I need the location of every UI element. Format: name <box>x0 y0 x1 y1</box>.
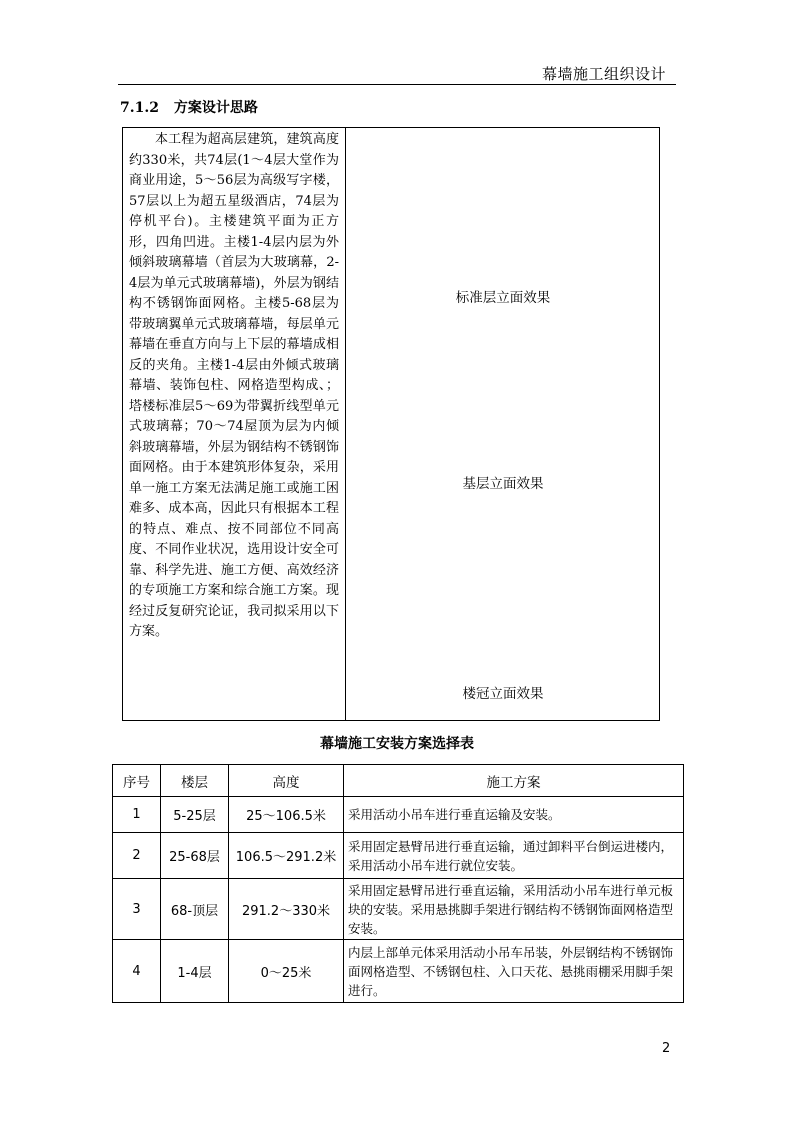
design-box <box>122 127 660 721</box>
header-height: 高度 <box>229 765 344 797</box>
table-row <box>113 879 684 940</box>
effect-label-base: 基层立面效果 <box>462 476 544 492</box>
section-title: 方案设计思路 <box>173 100 258 116</box>
table-row <box>113 940 684 1003</box>
section-heading <box>120 97 258 117</box>
table-caption: 幕墙施工安装方案选择表 <box>320 736 474 752</box>
header-floor: 楼层 <box>161 765 229 797</box>
cell-plan: 采用固定悬臂吊进行垂直运输，采用活动小吊车进行单元板块的安装。采用悬挑脚手架进行钢结构不锈钢饰面网格造型安装。 <box>344 879 684 940</box>
plan-table <box>112 764 684 1003</box>
table-header-row <box>113 765 684 797</box>
cell-no: 3 <box>113 879 161 940</box>
cell-no: 4 <box>113 940 161 1003</box>
cell-plan: 内层上部单元体采用活动小吊车吊装，外层钢结构不锈钢饰面网格造型、不锈钢包柱、入口天花、悬挑雨棚采用脚手架进行。 <box>344 940 684 1003</box>
cell-floor: 5-25层 <box>161 797 229 833</box>
cell-height: 25～106.5米 <box>229 797 344 833</box>
cell-floor: 68-顶层 <box>161 879 229 940</box>
cell-plan: 采用活动小吊车进行垂直运输及安装。 <box>344 797 684 833</box>
header-no: 序号 <box>113 765 161 797</box>
table-row <box>113 833 684 879</box>
header-plan: 施工方案 <box>344 765 684 797</box>
cell-height: 106.5～291.2米 <box>229 833 344 879</box>
cell-floor: 25-68层 <box>161 833 229 879</box>
design-paragraph: 本工程为超高层建筑，建筑高度约330米，共74层(1～4层大堂作为商业用途，5～56层为高级写字楼，57层以上为超五星级酒店，74层为停机平台)。主楼建筑平面为正方形，四角凹进。主楼1-4层内层为外倾斜玻璃幕墙（首层为大玻璃幕，2-4层为单元式玻璃幕墙)，外层为钢结构不锈钢饰面网格。主楼5-68层为带玻璃翼单元式玻璃幕墙，每层单元幕墙在垂直方向与上下层的幕墙成相反的夹角。主楼1-4层由外倾式玻璃幕墙、装饰包柱、网格造型构成、；塔楼标准层5～69为带翼折线型单元式玻璃幕；70～74屋顶为层为内倾斜玻璃幕墙，外层为钢结构不锈钢饰面网格。由于本建筑形体复杂，采用单一施工方案无法满足施工或施工困难多、成本高，因此只有根据本工程的特点、难点、按不同部位不同高度、不同作业状况，选用设计安全可靠、科学先进、施工方便、高效经济的专项施工方案和综合施工方案。现经过反复研究论证，我司拟采用以下方案。 <box>129 132 339 639</box>
cell-floor: 1-4层 <box>161 940 229 1003</box>
cell-no: 2 <box>113 833 161 879</box>
effect-label-crown: 楼冠立面效果 <box>462 686 544 702</box>
section-number: 7.1.2 <box>120 100 159 116</box>
header-title: 幕墙施工组织设计 <box>541 65 666 83</box>
cell-height: 0～25米 <box>229 940 344 1003</box>
cell-height: 291.2～330米 <box>229 879 344 940</box>
header-rule <box>118 84 676 85</box>
table-row <box>113 797 684 833</box>
cell-plan: 采用固定悬臂吊进行垂直运输，通过卸料平台倒运进楼内，采用活动小吊车进行就位安装。 <box>344 833 684 879</box>
page-number: 2 <box>662 1041 671 1056</box>
cell-no: 1 <box>113 797 161 833</box>
effect-label-standard: 标准层立面效果 <box>455 290 551 306</box>
design-divider <box>345 128 346 720</box>
